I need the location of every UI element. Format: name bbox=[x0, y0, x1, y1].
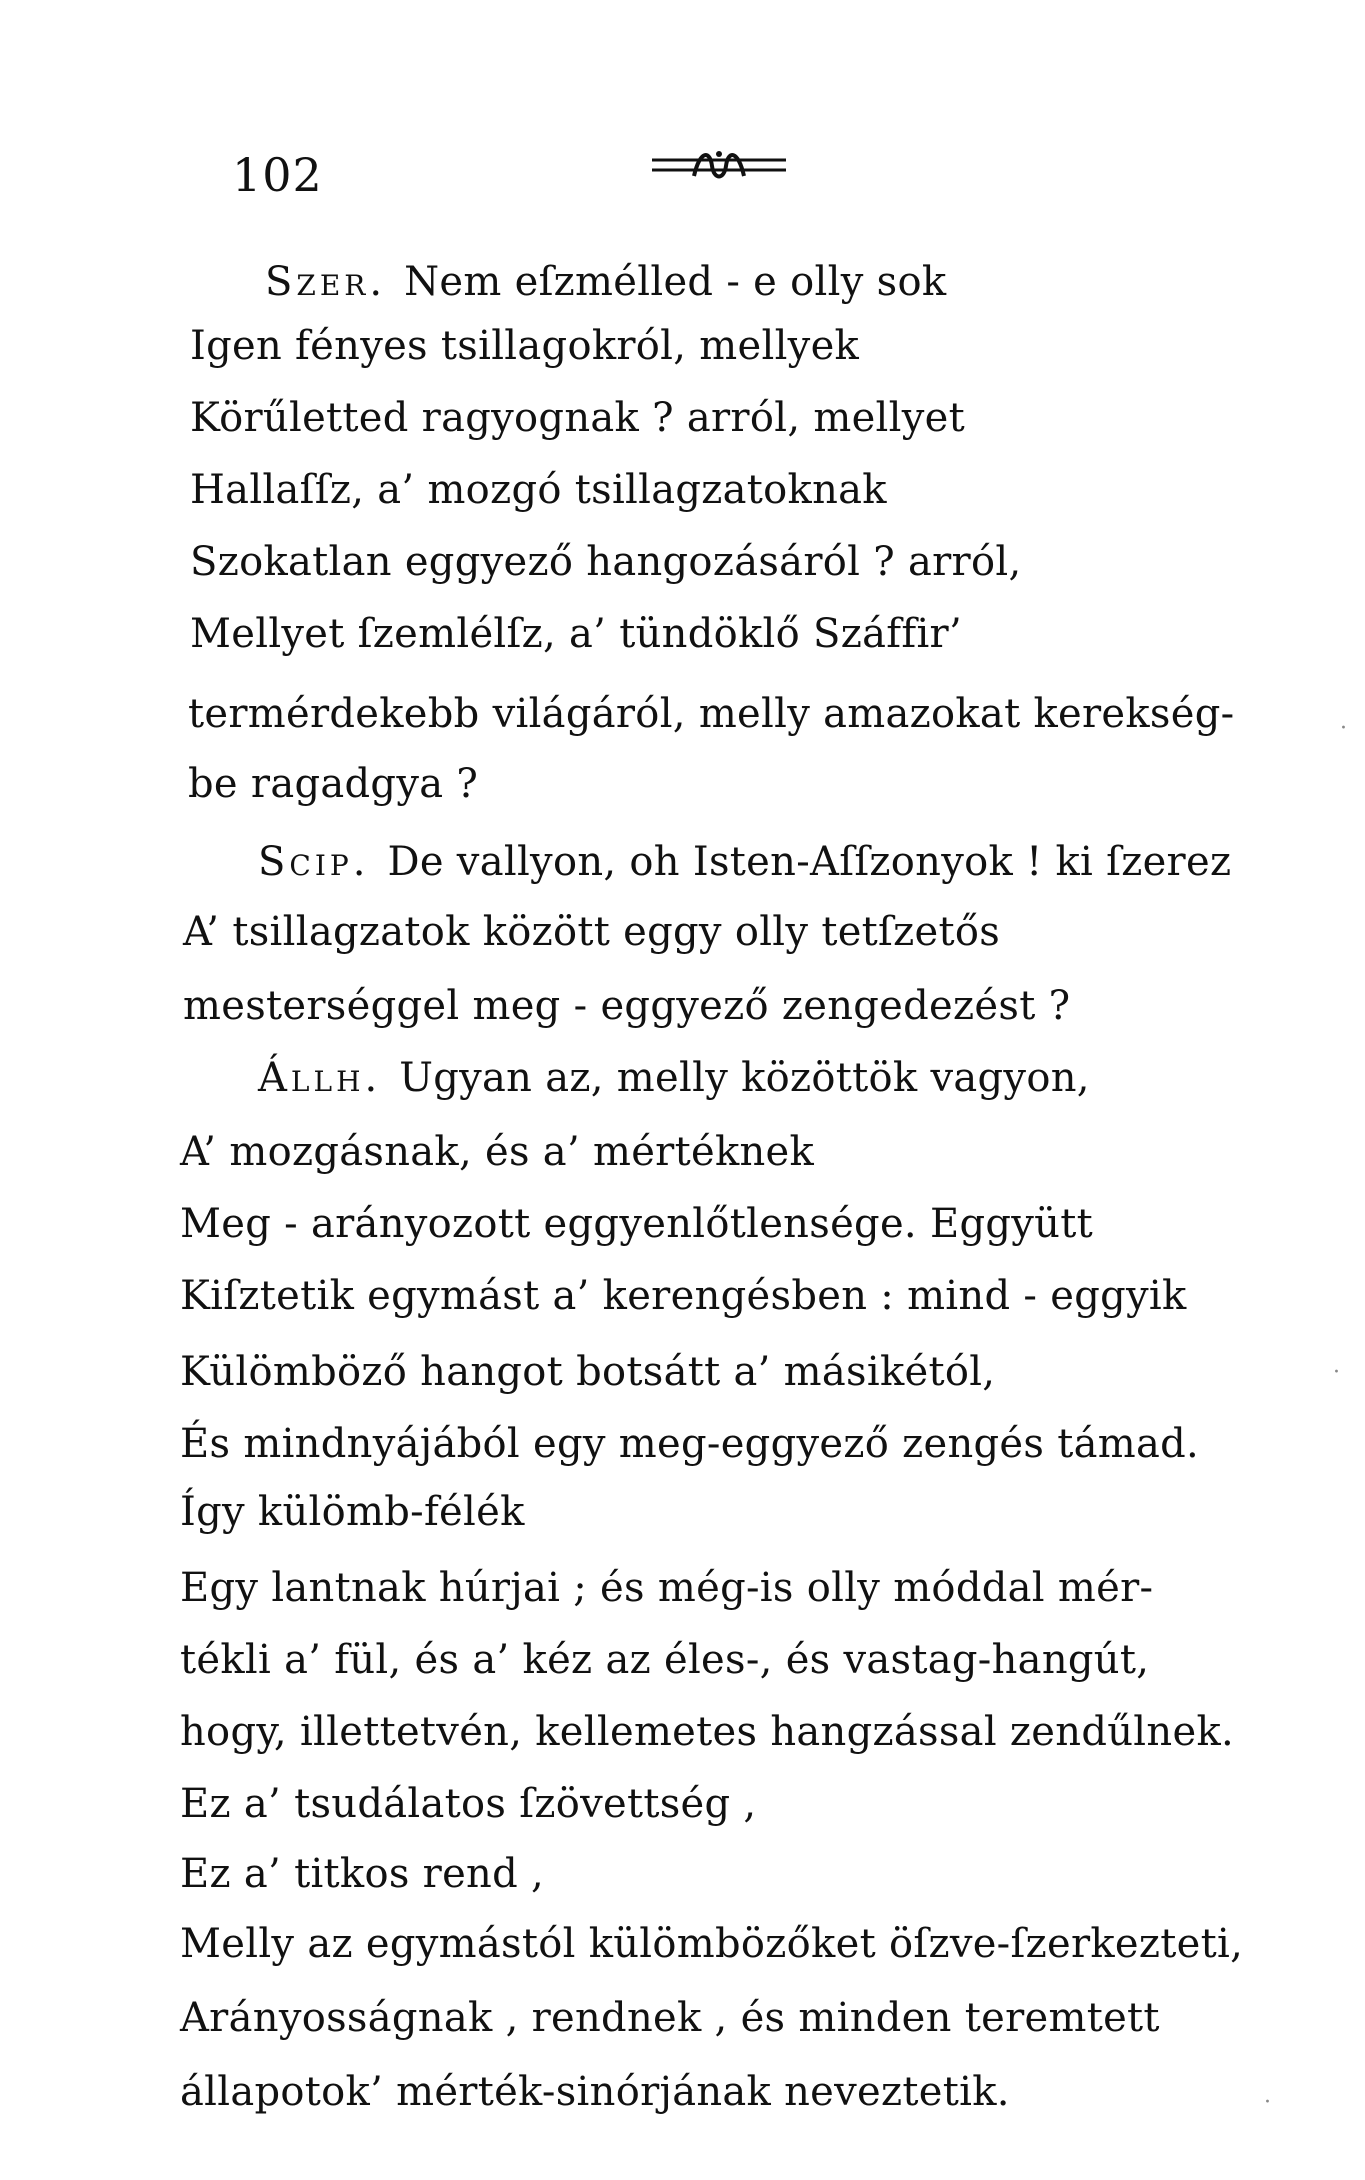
page-number: 102 bbox=[232, 148, 323, 202]
text-line bbox=[180, 1918, 1243, 1970]
text-line bbox=[183, 906, 1000, 958]
speaker-label: Szer. bbox=[265, 259, 387, 305]
speaker-label: Állh. bbox=[258, 1055, 382, 1101]
line-text: Egy lantnak húrjai ; és még-is olly móddal mér- bbox=[180, 1565, 1154, 1611]
line-text: Ez a’ tsudálatos ſzövettség , bbox=[180, 1781, 757, 1827]
text-line bbox=[188, 758, 478, 810]
text-line bbox=[180, 1346, 995, 1398]
text-line bbox=[180, 1270, 1187, 1322]
line-text: Melly az egymástól külömbözőket öſzve-ſzerkezteti, bbox=[180, 1921, 1244, 1967]
line-text: És mindnyájából egy meg-eggyező zengés támad. bbox=[180, 1421, 1200, 1467]
line-text: Nem eſzmélled - e olly sok bbox=[404, 259, 947, 305]
text-line bbox=[180, 1778, 756, 1830]
line-text: tékli a’ fül, és a’ kéz az éles-, és vastag-hangút, bbox=[180, 1637, 1150, 1683]
text-line bbox=[180, 1562, 1153, 1614]
line-text: A’ tsillagzatok között eggy olly tetſzetős bbox=[183, 909, 1001, 955]
line-text: Ez a’ titkos rend , bbox=[180, 1851, 545, 1897]
line-text: Szokatlan eggyező hangozásáról ? arról, bbox=[190, 539, 1022, 585]
text-line bbox=[180, 1634, 1149, 1686]
line-text: A’ mozgásnak, és a’ mértéknek bbox=[180, 1129, 815, 1175]
speaker-label: Scip. bbox=[258, 839, 370, 885]
paper-speck: · bbox=[1333, 1360, 1340, 1385]
text-line bbox=[180, 1486, 525, 1538]
text-line bbox=[180, 1198, 1093, 1250]
line-text: Ugyan az, melly közöttök vagyon, bbox=[399, 1055, 1090, 1101]
line-text: Arányosságnak , rendnek , és minden teremtett bbox=[180, 1995, 1160, 2041]
text-line bbox=[183, 980, 1070, 1032]
text-line bbox=[258, 836, 1231, 888]
line-text: termérdekebb világáról, melly amazokat kerekség- bbox=[188, 691, 1235, 737]
line-text: Mellyet ſzemlélſz, a’ tündöklő Száffir’ bbox=[190, 611, 962, 657]
line-text: Hallaſſz, a’ mozgó tsillagzatoknak bbox=[190, 467, 887, 513]
line-text: Körűletted ragyognak ? arról, mellyet bbox=[190, 395, 965, 441]
line-text: mesterséggel meg - eggyező zengedezést ? bbox=[183, 983, 1071, 1029]
text-line bbox=[180, 1706, 1234, 1758]
text-line bbox=[180, 1992, 1160, 2044]
line-text: Meg - arányozott eggyenlőtlensége. Eggyütt bbox=[180, 1201, 1093, 1247]
text-line bbox=[180, 1418, 1199, 1470]
line-text: Igen fényes tsillagokról, mellyek bbox=[190, 323, 860, 369]
line-text: De vallyon, oh Isten-Aſſzonyok ! ki ſzerez bbox=[387, 839, 1232, 885]
text-line bbox=[180, 1848, 544, 1900]
text-line bbox=[190, 536, 1021, 588]
text-line bbox=[190, 464, 887, 516]
line-text: hogy, illettetvén, kellemetes hangzással zendűlnek. bbox=[180, 1709, 1234, 1755]
line-text: állapotok’ mérték-sinórjának neveztetik. bbox=[180, 2069, 1010, 2115]
line-text: Külömböző hangot botsátt a’ másikétól, bbox=[180, 1349, 996, 1395]
paper-speck: · bbox=[1264, 2090, 1271, 2115]
paper-speck: · bbox=[1340, 716, 1347, 741]
text-line bbox=[190, 392, 965, 444]
text-line bbox=[258, 1052, 1090, 1104]
line-text: be ragadgya ? bbox=[188, 761, 479, 807]
line-text: Így külömb-félék bbox=[180, 1489, 525, 1535]
text-line bbox=[180, 2066, 1010, 2118]
text-line bbox=[188, 688, 1234, 740]
line-text: Kiſztetik egymást a’ kerengésben : mind - eggyik bbox=[180, 1273, 1187, 1319]
text-line bbox=[265, 256, 946, 308]
text-line bbox=[190, 608, 962, 660]
text-line bbox=[180, 1126, 814, 1178]
text-line bbox=[190, 320, 859, 372]
decorative-ornament-icon bbox=[650, 146, 788, 186]
